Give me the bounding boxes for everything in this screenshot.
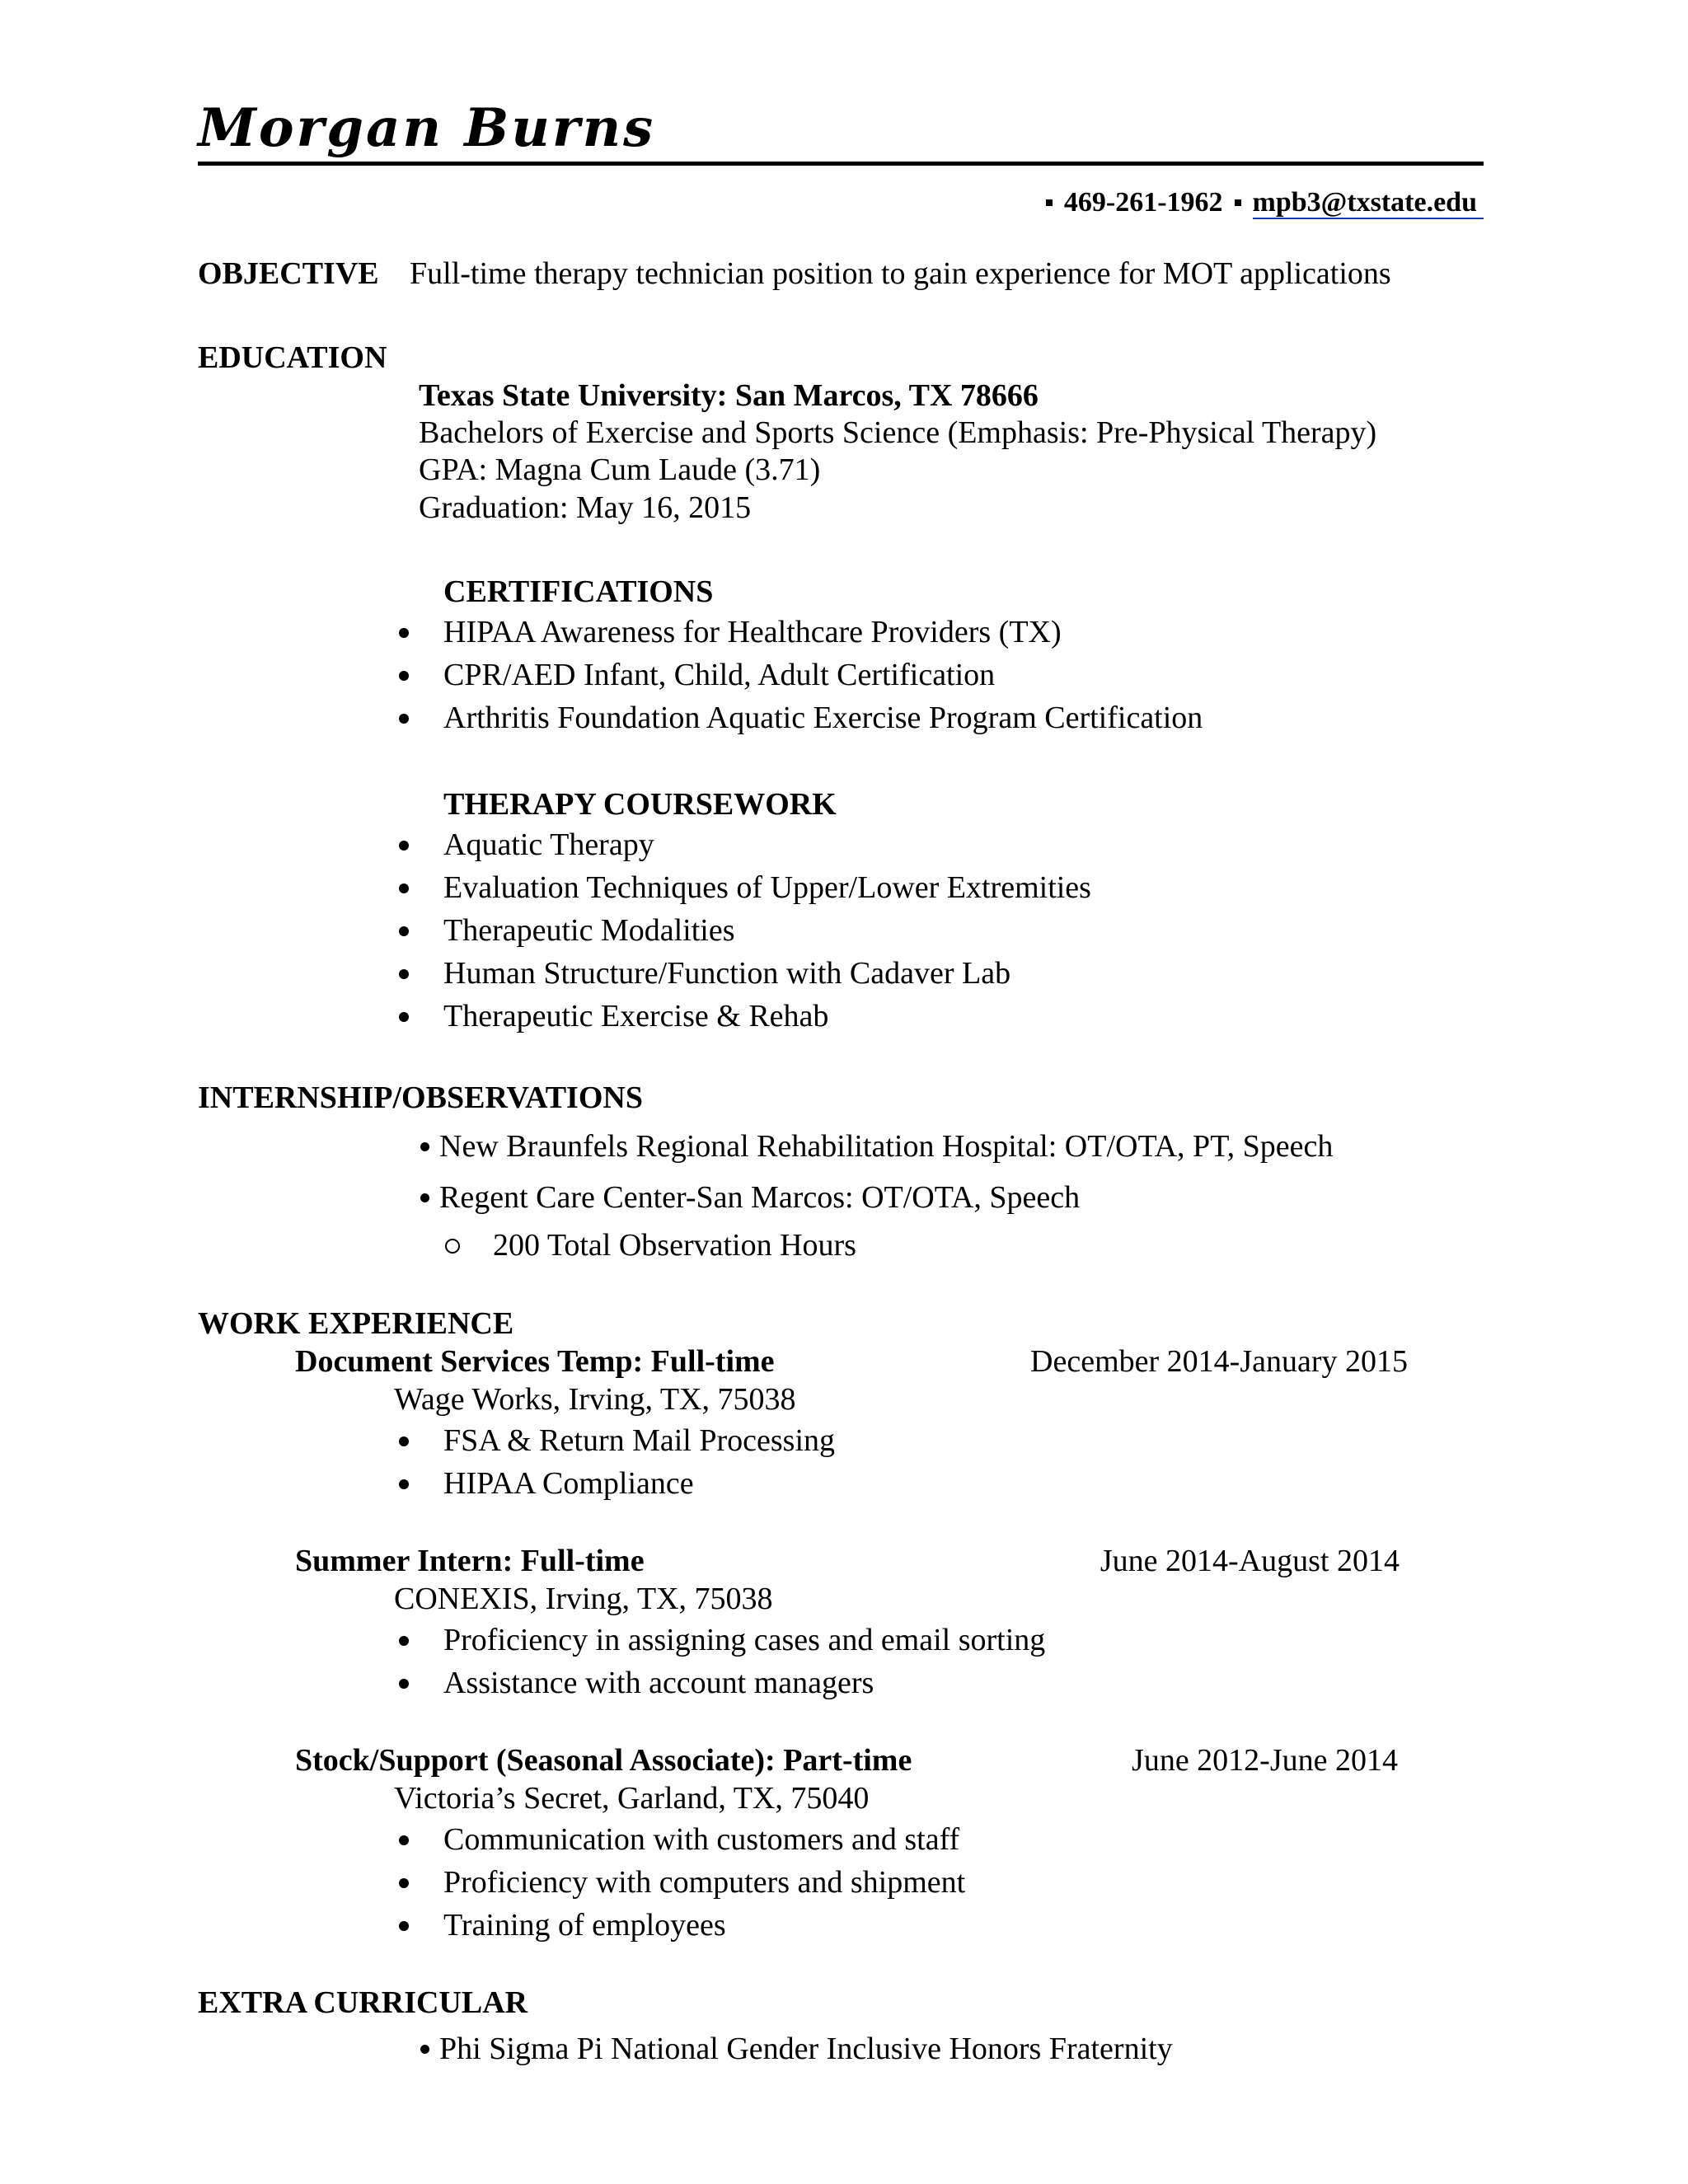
bullet-icon: [420, 1193, 429, 1202]
list-item: Evaluation Techniques of Upper/Lower Extremities: [443, 869, 1091, 907]
list-item: HIPAA Awareness for Healthcare Providers (TX): [443, 614, 1062, 652]
phone-number: 469-261-1962: [1063, 187, 1223, 218]
list-item: Training of employees: [443, 1907, 726, 1945]
work-heading: WORK EXPERIENCE: [198, 1306, 514, 1341]
job-company: Wage Works, Irving, TX, 75038: [394, 1382, 796, 1417]
job-company: Victoria’s Secret, Garland, TX, 75040: [394, 1781, 870, 1816]
objective-heading: OBJECTIVE: [198, 256, 379, 291]
list-item: FSA & Return Mail Processing: [443, 1422, 835, 1460]
school-name: Texas State University: San Marcos, TX 78666: [419, 378, 1039, 413]
job-title: Summer Intern: Full-time: [295, 1544, 645, 1578]
bullet-icon: [420, 1142, 429, 1151]
bullet-icon: [399, 628, 409, 638]
bullet-icon: [399, 714, 409, 724]
graduation-date: Graduation: May 16, 2015: [419, 490, 752, 525]
list-item: Proficiency in assigning cases and email sorting: [443, 1622, 1045, 1660]
bullet-icon: [420, 2045, 429, 2054]
bullet-icon: [399, 1479, 409, 1489]
bullet-icon: [399, 1921, 409, 1931]
list-item: Arthritis Foundation Aquatic Exercise Program Certification: [443, 700, 1203, 738]
bullet-icon: [399, 841, 409, 851]
bullet-icon: [399, 1679, 409, 1689]
job-dates: December 2014-January 2015: [1030, 1344, 1408, 1379]
list-item: Communication with customers and staff: [443, 1821, 959, 1859]
bullet-icon: [399, 926, 409, 936]
list-item: Phi Sigma Pi National Gender Inclusive Honors Fraternity: [420, 2031, 1173, 2069]
bullet-icon: [399, 1012, 409, 1022]
certifications-heading: CERTIFICATIONS: [443, 574, 714, 609]
list-item: Aquatic Therapy: [443, 827, 654, 865]
square-bullet-icon: [1235, 199, 1241, 206]
internship-heading: INTERNSHIP/OBSERVATIONS: [198, 1080, 643, 1115]
list-item: New Braunfels Regional Rehabilitation Hospital: OT/OTA, PT, Speech: [420, 1128, 1333, 1166]
education-heading: EDUCATION: [198, 340, 387, 375]
bullet-icon: [399, 1835, 409, 1845]
job-dates: June 2014-August 2014: [1100, 1544, 1400, 1578]
job-title: Document Services Temp: Full-time: [295, 1344, 775, 1379]
list-item: Therapeutic Exercise & Rehab: [443, 998, 828, 1036]
bullet-icon: [399, 1878, 409, 1888]
bullet-icon: [399, 883, 409, 893]
list-item: HIPAA Compliance: [443, 1465, 694, 1503]
objective-text: Full-time therapy technician position to gain experience for MOT applications: [410, 256, 1391, 291]
email-link[interactable]: mpb3@txstate.edu: [1253, 187, 1484, 219]
contact-line: [1034, 186, 1484, 220]
bullet-icon: [399, 671, 409, 681]
extra-heading: EXTRA CURRICULAR: [198, 1985, 528, 2020]
bullet-icon: [399, 1436, 409, 1446]
sub-list-item: 200 Total Observation Hours: [493, 1227, 856, 1265]
list-item: Human Structure/Function with Cadaver Lab: [443, 955, 1010, 993]
candidate-name: Morgan Burns: [198, 97, 656, 159]
job-company: CONEXIS, Irving, TX, 75038: [394, 1582, 773, 1616]
list-item: Assistance with account managers: [443, 1665, 874, 1703]
job-dates: June 2012-June 2014: [1132, 1743, 1398, 1778]
header-divider: [198, 162, 1484, 166]
coursework-heading: THERAPY COURSEWORK: [443, 787, 837, 822]
hollow-bullet-icon: [445, 1239, 460, 1254]
degree: Bachelors of Exercise and Sports Science (Emphasis: Pre-Physical Therapy): [419, 415, 1377, 450]
list-item: Regent Care Center-San Marcos: OT/OTA, Speech: [420, 1179, 1080, 1217]
bullet-icon: [399, 969, 409, 979]
list-item: CPR/AED Infant, Child, Adult Certification: [443, 657, 995, 695]
gpa: GPA: Magna Cum Laude (3.71): [419, 452, 821, 487]
list-item: Proficiency with computers and shipment: [443, 1864, 965, 1902]
bullet-icon: [399, 1636, 409, 1646]
square-bullet-icon: [1046, 199, 1053, 206]
list-item: Therapeutic Modalities: [443, 912, 735, 950]
job-title: Stock/Support (Seasonal Associate): Part-time: [295, 1743, 912, 1778]
